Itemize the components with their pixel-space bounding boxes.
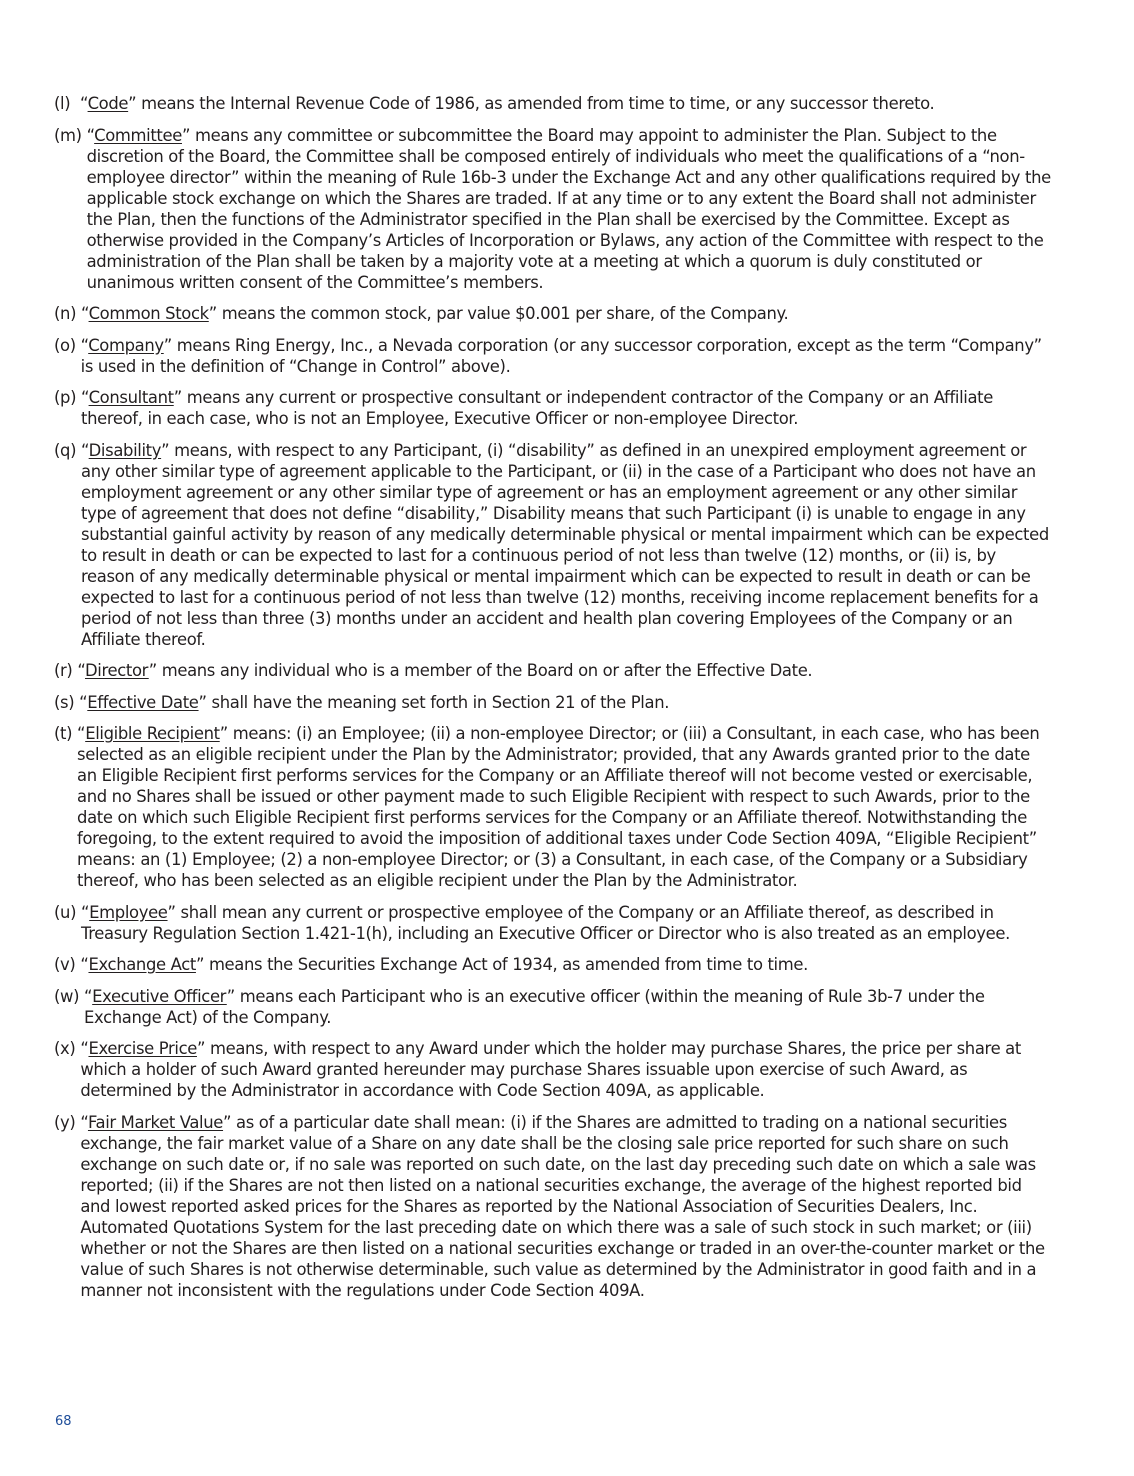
definition-text: ” means the common stock, par value $0.001 per share, of the Company. [208, 304, 789, 323]
definition-text: ” means the Securities Exchange Act of 1934, as amended from time to time. [195, 955, 808, 974]
definition-exercise-price [54, 1038, 1054, 1101]
definition-label: (t) [54, 724, 78, 743]
definition-text: ” means any current or prospective consultant or independent contractor of the Company or an Affiliate thereof, in each case, who is not an Employee, Executive Officer or non-employee Director. [81, 388, 993, 428]
defined-term: Company [88, 335, 164, 355]
definition-body: “Director” means any individual who is a member of the Board on or after the Effective Date. [77, 661, 813, 680]
defined-term: Exercise Price [88, 1039, 197, 1058]
definition-company [54, 335, 1054, 377]
defined-term: Committee [94, 125, 182, 145]
defined-term: Effective Date [87, 692, 199, 712]
definition-eligible-recipient [54, 723, 1054, 891]
definition-text: ” means any individual who is a member of the Board on or after the Effective Date. [148, 661, 813, 680]
definition-common-stock [54, 303, 1054, 324]
defined-term: Code [87, 94, 129, 113]
definition-body: “Code” means the Internal Revenue Code of 1986, as amended from time to time, or any successor thereto. [80, 94, 935, 113]
defined-term: Eligible Recipient [85, 724, 220, 743]
definition-body: “Effective Date” shall have the meaning set forth in Section 21 of the Plan. [79, 692, 670, 712]
defined-term: Consultant [88, 388, 174, 407]
definition-body: “Company” means Ring Energy, Inc., a Nevada corporation (or any successor corporation, except as the term “Company” is used in the definition of “Change in Control” above). [80, 335, 1042, 376]
definition-text: ” means, with respect to any Award under which the holder may purchase Shares, the price per share at which a holder of such Award granted hereunder may purchase Shares issuable upon exercise of such Award, as determined by the Administrator in accordance with Code Section 409A, as applicable. [80, 1039, 1021, 1100]
definition-label: (s) [54, 692, 80, 712]
definition-body: “Executive Officer” means each Participant who is an executive officer (within the meaning of Rule 3b-7 under the Exchange Act) of the Company. [84, 986, 985, 1027]
definition-label: (y) [54, 1112, 81, 1132]
definition-text: ” shall mean any current or prospective employee of the Company or an Affiliate thereof, as described in Treasury Regulation Section 1.421-1(h), including an Executive Officer or Director who is also treated as an employee. [81, 902, 1010, 943]
definition-fair-market-value [54, 1112, 1054, 1301]
definition-director [54, 660, 1054, 681]
defined-term: Common Stock [88, 304, 209, 323]
definition-text: ” means: (i) an Employee; (ii) a non-employee Director; or (iii) a Consultant, in each case, who has been selected as an eligible recipient under the Plan by the Administrator; provided, that any Awards granted prior to the date an Eligible Recipient first performs services for the Company or an Affiliate thereof will not become vested or exercisable, and no Shares shall be issued or other payment made to such Eligible Recipient with respect to such Awards, prior to the date on which such Eligible Recipient first performs services for the Company or an Affiliate thereof. Notwithstanding the foregoing, to the extent required to avoid the imposition of additional taxes under Code Section 409A, “Eligible Recipient” means: an (1) Employee; (2) a non-employee Director; or (3) a Consultant, in each case, of the Company or a Subsidiary thereof, who has been selected as an eligible recipient under the Plan by the Administrator. [77, 724, 1040, 890]
defined-term: Fair Market Value [87, 1112, 224, 1132]
definition-label: (m) [54, 125, 87, 145]
defined-term: Employee [89, 902, 168, 922]
definition-executive-officer [54, 986, 1054, 1028]
definition-disability [54, 440, 1054, 650]
definition-body: “Fair Market Value” as of a particular date shall mean: (i) if the Shares are admitted to trading on a national securities exchange, the fair market value of a Share on any date shall be the closing sale price reported for such share on such exchange on such date or, if no sale was reported on such date, on the last day preceding such date on which a sale was reported; (ii) if the Shares are not then listed on a national securities exchange, the average of the highest reported bid and lowest reported asked prices for the Shares as reported by the National Association of Securities Dealers, Inc. Automated Quotations System for the last preceding date on which there was a sale of such stock in such market; or (iii) whether or not the Shares are then listed on a national securities exchange or traded in an over-the-counter market or the value of such Shares is not otherwise determinable, such value as determined by the Administrator in good faith and in a manner not inconsistent with the regulations under Code Section 409A. [80, 1112, 1045, 1300]
definition-body: “Exchange Act” means the Securities Exchange Act of 1934, as amended from time to time. [80, 955, 808, 974]
definition-text: ” means Ring Energy, Inc., a Nevada corporation (or any successor corporation, except as the term “Company” is used in the definition of “Change in Control” above). [80, 335, 1042, 376]
definition-effective-date [54, 692, 1054, 713]
definition-code [54, 93, 1054, 114]
definition-body: “Committee” means any committee or subcommittee the Board may appoint to administer the Plan. Subject to the discretion of the Board, the Committee shall be composed entirely of individuals who meet the qualifications of a “non-employee director” within the meaning of Rule 16b-3 under the Exchange Act and any other qualifications required by the applicable stock exchange on which the Shares are traded. If at any time or to any extent the Board shall not administer the Plan, then the functions of the Administrator specified in the Plan shall be exercised by the Committee. Except as otherwise provided in the Company’s Articles of Incorporation or Bylaws, any action of the Committee with respect to the administration of the Plan shall be taken by a majority vote at a meeting at which a quorum is duly constituted or unanimous written consent of the Committee’s members. [86, 125, 1051, 292]
definition-label: (n) [54, 304, 81, 323]
page-number: 68 [55, 1414, 72, 1429]
definition-text: ” means each Participant who is an executive officer (within the meaning of Rule 3b-7 under the Exchange Act) of the Company. [84, 986, 985, 1027]
definition-consultant [54, 387, 1054, 429]
definition-text: ” means, with respect to any Participant, (i) “disability” as defined in an unexpired employment agreement or any other similar type of agreement applicable to the Participant, or (ii) in the case of a Participant who does not have an employment agreement or any other similar type of agreement or has an employment agreement or any other similar type of agreement that does not define “disability,” Disability means that such Participant (i) is unable to engage in any substantial gainful activity by reason of any medically determinable physical or mental impairment which can be expected to result in death or can be expected to last for a continuous period of not less than twelve (12) months, or (ii) is, by reason of any medically determinable physical or mental impairment which can be expected to result in death or can be expected to last for a continuous period of not less than twelve (12) months, receiving income replacement benefits for a period of not less than three (3) months under an accident and health plan covering Employees of the Company or an Affiliate thereof. [81, 440, 1049, 649]
definition-label: (r) [54, 661, 78, 680]
definition-body: “Consultant” means any current or prospective consultant or independent contractor of the Company or an Affiliate thereof, in each case, who is not an Employee, Executive Officer or non-employee Director. [81, 388, 993, 428]
definition-text: ” shall have the meaning set forth in Section 21 of the Plan. [198, 692, 670, 712]
definition-label: (p) [54, 388, 82, 407]
definition-body: “Employee” shall mean any current or prospective employee of the Company or an Affiliate thereof, as described in Treasury Regulation Section 1.421-1(h), including an Executive Officer or Director who is also treated as an employee. [81, 902, 1010, 943]
definition-exchange-act [54, 954, 1054, 975]
definition-text: ” as of a particular date shall mean: (i) if the Shares are admitted to trading on a national securities exchange, the fair market value of a Share on any date shall be the closing sale price reported for such share on such exchange on such date or, if no sale was reported on such date, on the last day preceding such date on which a sale was reported; (ii) if the Shares are not then listed on a national securities exchange, the average of the highest reported bid and lowest reported asked prices for the Shares as reported by the National Association of Securities Dealers, Inc. Automated Quotations System for the last preceding date on which there was a sale of such stock in such market; or (iii) whether or not the Shares are then listed on a national securities exchange or traded in an over-the-counter market or the value of such Shares is not otherwise determinable, such value as determined by the Administrator in good faith and in a manner not inconsistent with the regulations under Code Section 409A. [80, 1112, 1045, 1300]
definition-label: (u) [54, 902, 81, 922]
definition-employee [54, 902, 1054, 944]
definition-body: “Eligible Recipient” means: (i) an Employee; (ii) a non-employee Director; or (iii) a Consultant, in each case, who has been selected as an eligible recipient under the Plan by the Administrator; provided, that any Awards granted prior to the date an Eligible Recipient first performs services for the Company or an Affiliate thereof will not become vested or exercisable, and no Shares shall be issued or other payment made to such Eligible Recipient with respect to such Awards, prior to the date on which such Eligible Recipient first performs services for the Company or an Affiliate thereof. Notwithstanding the foregoing, to the extent required to avoid the imposition of additional taxes under Code Section 409A, “Eligible Recipient” means: an (1) Employee; (2) a non-employee Director; or (3) a Consultant, in each case, of the Company or a Subsidiary thereof, who has been selected as an eligible recipient under the Plan by the Administrator. [77, 724, 1040, 890]
definitions-list [54, 93, 1054, 1311]
defined-term: Disability [88, 440, 162, 460]
definition-committee [54, 125, 1054, 293]
defined-term: Exchange Act [88, 955, 196, 974]
definition-label: (x) [54, 1039, 81, 1058]
defined-term: Director [84, 661, 149, 680]
definition-label: (l) [54, 94, 81, 113]
definition-text: ” means the Internal Revenue Code of 1986, as amended from time to time, or any successor thereto. [128, 94, 935, 113]
defined-term: Executive Officer [92, 986, 227, 1006]
definition-body: “Disability” means, with respect to any Participant, (i) “disability” as defined in an unexpired employment agreement or any other similar type of agreement applicable to the Participant, or (ii) in the case of a Participant who does not have an employment agreement or any other similar type of agreement or has an employment agreement or any other similar type of agreement that does not define “disability,” Disability means that such Participant (i) is unable to engage in any substantial gainful activity by reason of any medically determinable physical or mental impairment which can be expected to result in death or can be expected to last for a continuous period of not less than twelve (12) months, or (ii) is, by reason of any medically determinable physical or mental impairment which can be expected to result in death or can be expected to last for a continuous period of not less than twelve (12) months, receiving income replacement benefits for a period of not less than three (3) months under an accident and health plan covering Employees of the Company or an Affiliate thereof. [81, 440, 1049, 649]
definition-label: (v) [54, 955, 81, 974]
definition-body: “Common Stock” means the common stock, par value $0.001 per share, of the Company. [81, 304, 789, 323]
definition-label: (o) [54, 335, 81, 355]
definition-label: (q) [54, 440, 82, 460]
definition-body: “Exercise Price” means, with respect to any Award under which the holder may purchase Shares, the price per share at which a holder of such Award granted hereunder may purchase Shares issuable upon exercise of such Award, as determined by the Administrator in accordance with Code Section 409A, as applicable. [80, 1039, 1021, 1100]
definition-text: ” means any committee or subcommittee the Board may appoint to administer the Plan. Subject to the discretion of the Board, the Committee shall be composed entirely of individuals who meet the qualifications of a “non-employee director” within the meaning of Rule 16b-3 under the Exchange Act and any other qualifications required by the applicable stock exchange on which the Shares are traded. If at any time or to any extent the Board shall not administer the Plan, then the functions of the Administrator specified in the Plan shall be exercised by the Committee. Except as otherwise provided in the Company’s Articles of Incorporation or Bylaws, any action of the Committee with respect to the administration of the Plan shall be taken by a majority vote at a meeting at which a quorum is duly constituted or unanimous written consent of the Committee’s members. [86, 125, 1051, 292]
definition-label: (w) [54, 986, 85, 1006]
